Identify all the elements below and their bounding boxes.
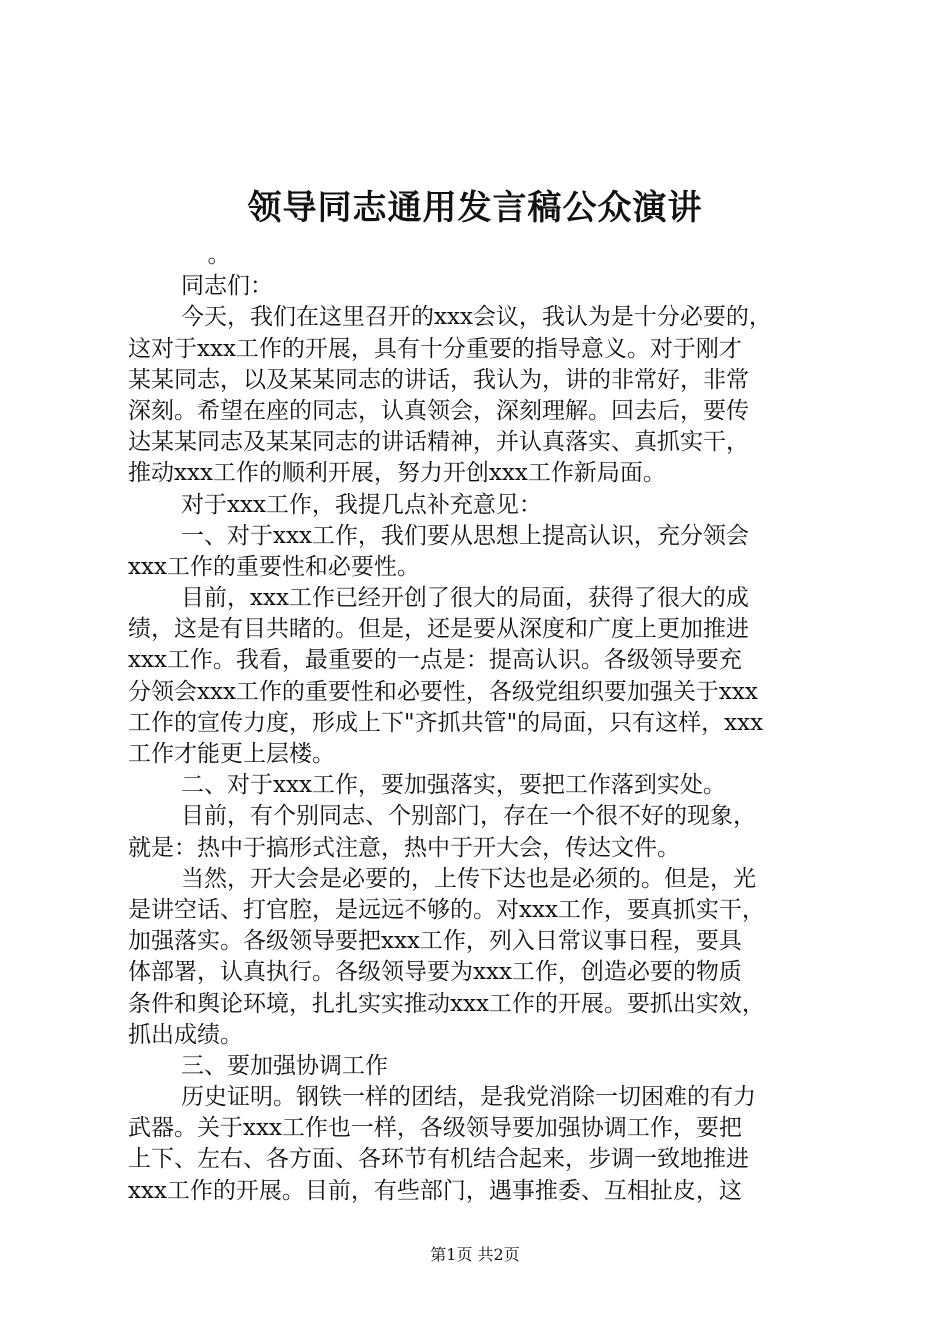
paragraph-line: 今天，我们在这里召开的xxx会议，我认为是十分必要的， — [181, 304, 772, 331]
paragraph-line: 二、对于xxx工作，要加强落实，要把工作落到实处。 — [181, 772, 726, 799]
paragraph-line: 上下、左右、各方面、各环节有机结合起来，步调一致地推进 — [128, 1146, 749, 1173]
paragraph-line: 三、要加强协调工作 — [181, 1052, 388, 1079]
paragraph-line: 加强落实。各级领导要把xxx工作，列入日常议事日程，要具 — [128, 928, 742, 955]
document-body — [128, 240, 828, 1207]
paragraph-line: xxx工作的重要性和必要性。 — [128, 553, 420, 580]
document-title: 领导同志通用发言稿公众演讲 — [247, 188, 703, 228]
paragraph-line: 深刻。希望在座的同志，认真领会，深刻理解。回去后，要传 — [128, 397, 749, 424]
page-footer: 第1页 共2页 — [430, 1245, 520, 1264]
paragraph-line: 一、对于xxx工作，我们要从思想上提高认识，充分领会 — [181, 522, 749, 549]
paragraph-line: 同志们： — [181, 273, 273, 300]
paragraph-line: 目前，有个别同志、个别部门，存在一个很不好的现象， — [181, 803, 756, 830]
paragraph-line: 推动xxx工作的顺利开展，努力开创xxx工作新局面。 — [128, 460, 666, 487]
paragraph-line: 体部署，认真执行。各级领导要为xxx工作，创造必要的物质 — [128, 959, 742, 986]
paragraph-line: 这对于xxx工作的开展，具有十分重要的指导意义。对于刚才 — [128, 335, 742, 362]
paragraph-line: 当然，开大会是必要的，上传下达也是必须的。但是，光 — [181, 865, 756, 892]
paragraph-line: 条件和舆论环境，扎扎实实推动xxx工作的开展。要抓出实效， — [128, 990, 765, 1017]
paragraph-line: 。 — [207, 242, 231, 268]
paragraph-line: 是讲空话、打官腔，是远远不够的。对xxx工作，要真抓实干， — [128, 896, 765, 923]
paragraph-line: 工作才能更上层楼。 — [128, 741, 335, 767]
paragraph-line: 绩，这是有目共睹的。但是，还是要从深度和广度上更加推进 — [128, 616, 749, 643]
paragraph-line: 抓出成绩。 — [128, 1021, 243, 1048]
paragraph-line: xxx工作的开展。目前，有些部门，遇事推委、互相扯皮，这 — [128, 1177, 742, 1204]
paragraph-line: 某某同志，以及某某同志的讲话，我认为，讲的非常好，非常 — [128, 366, 749, 393]
paragraph-line: 历史证明。钢铁一样的团结，是我党消除一切困难的有力 — [181, 1084, 756, 1111]
paragraph-line: 就是：热中于搞形式注意，热中于开大会，传达文件。 — [128, 834, 680, 861]
paragraph-line: 对于xxx工作，我提几点补充意见： — [181, 491, 542, 518]
paragraph-line: 达某某同志及某某同志的讲话精神，并认真落实、真抓实干， — [128, 429, 749, 456]
paragraph-line: xxx工作。我看，最重要的一点是：提高认识。各级领导要充 — [128, 647, 742, 674]
paragraph-line: 分领会xxx工作的重要性和必要性，各级党组织要加强关于xxx — [128, 678, 758, 705]
paragraph-line: 目前，xxx工作已经开创了很大的局面，获得了很大的成 — [181, 585, 749, 612]
paragraph-line: 武器。关于xxx工作也一样，各级领导要加强协调工作，要把 — [128, 1115, 742, 1142]
paragraph-line: 工作的宣传力度，形成上下"齐抓共管"的局面，只有这样，xxx — [128, 709, 764, 736]
